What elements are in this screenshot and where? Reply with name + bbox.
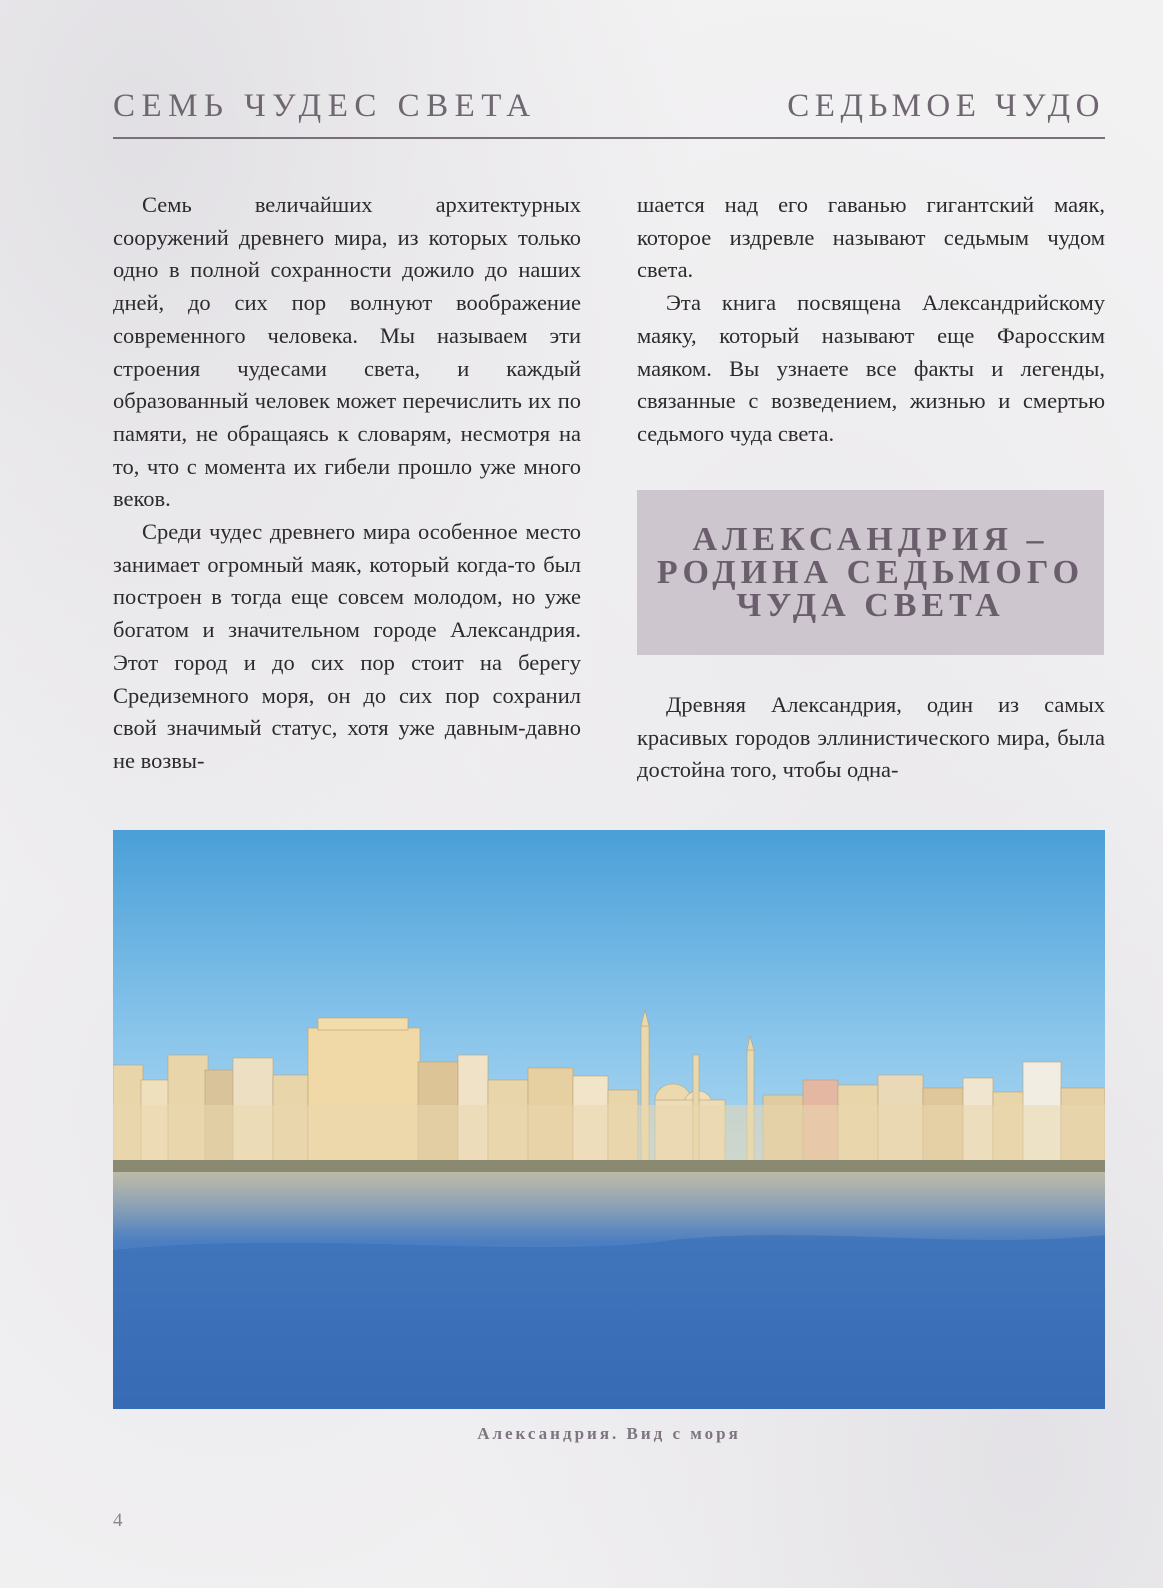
section-heading: АЛЕКСАНДРИЯ – РОДИНА СЕДЬМОГО ЧУДА СВЕТА [656,521,1085,624]
paragraph: Семь величайших архитектурных сооружений древнего мира, из которых только одно в полной сохранности дожило до наших дней, до сих пор волнуют воображение современного человека. Мы называем эти строения чудесами света, и каждый образованный человек может перечислить их по памяти, не обращаясь к словарям, несмотря на то, что с момента их гибели прошло уже много веков. [113,192,581,512]
paragraph: Древняя Александрия, один из самых красивых городов эллинистического мира, была достойна того, чтобы одна- [637,692,1105,783]
left-column [113,189,581,778]
right-column-bottom [637,689,1105,787]
right-column-top [637,189,1105,451]
reflection [113,1172,1105,1242]
paragraph: Среди чудес древнего мира особенное место занимает огромный маяк, который когда-то был построен в тогда еще совсем молодом, но уже богатом и значительном городе Александрия. Этот город и до сих пор стоит на берегу Средиземного моря, он до сих пор сохранил свой значимый статус, хотя уже давным-давно не возвы- [113,519,581,773]
paragraph: Эта книга посвящена Александрийскому маяку, который называют еще Фаросским маяком. Вы узнаете все факты и легенды, связанные с возведением, жизнью и смертью седьмого чуда света. [637,290,1105,446]
running-header-book-title: СЕМЬ ЧУДЕС СВЕТА [113,88,537,124]
shoreline [113,1160,1105,1172]
waterfront-buildings [113,1105,1105,1168]
section-heading-box [637,490,1104,655]
page-number: 4 [113,1510,123,1531]
running-header-chapter-title: СЕДЬМОЕ ЧУДО [787,88,1105,124]
skyline-illustration [113,830,1105,1409]
alexandria-photo [113,830,1105,1409]
header-divider [113,137,1105,139]
water-shade [113,1235,1105,1409]
paragraph-continued: шается над его гаванью гигантский маяк, которое издревле называют седьмым чудом света. [637,192,1105,283]
photo-caption: Александрия. Вид с моря [477,1424,741,1443]
running-header [113,88,1105,138]
